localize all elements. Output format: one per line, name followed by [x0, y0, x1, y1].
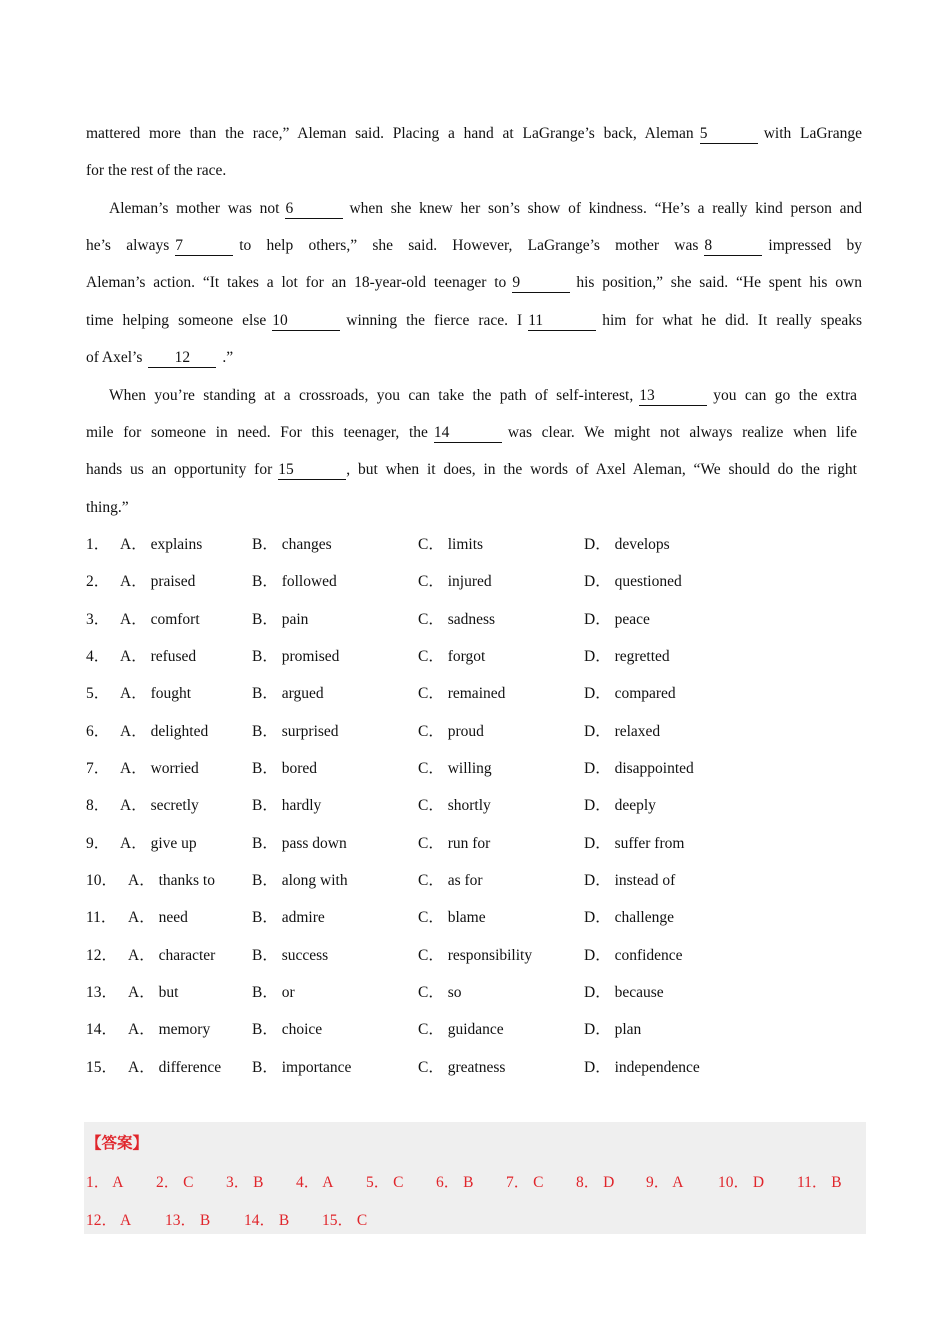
question-row — [86, 722, 866, 744]
passage-line — [86, 236, 862, 256]
option-b: B． promised — [252, 648, 340, 665]
answer-title: 【答案】 — [86, 1134, 149, 1152]
question-number: 13． — [86, 984, 118, 1001]
option-a: A． but — [128, 984, 179, 1001]
question-number: 3． — [86, 611, 110, 628]
option-d: D． peace — [584, 611, 650, 628]
passage-line — [109, 386, 857, 406]
option-b: B． choice — [252, 1021, 323, 1038]
answer-item: 8． D — [576, 1174, 615, 1191]
answer-item: 10． D — [718, 1174, 765, 1191]
option-b: B． success — [252, 947, 329, 964]
option-d: D． plan — [584, 1021, 642, 1038]
option-d: D． develops — [584, 536, 670, 553]
answer-item: 9． A — [646, 1174, 684, 1191]
passage-text: Aleman’s action. “It takes a lot for an 18-year-old teenager to — [86, 274, 507, 291]
question-row — [86, 572, 866, 594]
option-d: D． because — [584, 984, 664, 1001]
passage-line — [86, 273, 862, 293]
option-b: B． admire — [252, 909, 325, 926]
question-number: 12． — [86, 947, 118, 964]
option-d: D． independence — [584, 1059, 700, 1076]
option-d: D． confidence — [584, 947, 683, 964]
question-number: 14． — [86, 1021, 118, 1038]
passage-text: with LaGrange — [763, 125, 862, 142]
passage-line — [86, 498, 862, 518]
answer-item: 7． C — [506, 1174, 544, 1191]
passage-text: you can go the extra — [713, 387, 857, 404]
option-b: B． along with — [252, 872, 348, 889]
option-b: B． pass down — [252, 835, 347, 852]
option-d: D． relaxed — [584, 723, 661, 740]
blank-15: 15 — [278, 461, 346, 480]
option-c: C． shortly — [418, 797, 491, 814]
question-row — [86, 871, 866, 893]
option-a: A． secretly — [120, 797, 199, 814]
question-number: 5． — [86, 685, 110, 702]
blank-7: 7 — [175, 237, 233, 256]
option-c: C． blame — [418, 909, 486, 926]
blank-5: 5 — [700, 125, 758, 144]
option-a: A． delighted — [120, 723, 209, 740]
passage-text: .” — [222, 349, 234, 366]
answer-item: 13． B — [165, 1212, 211, 1229]
passage-text: hands us an opportunity for — [86, 461, 273, 478]
question-number: 1． — [86, 536, 110, 553]
option-a: A． character — [128, 947, 216, 964]
option-b: B． changes — [252, 536, 332, 553]
option-c: C． proud — [418, 723, 484, 740]
question-row — [86, 834, 866, 856]
passage-text: mile for someone in need. For this teenager, the — [86, 424, 428, 441]
answer-item: 3． B — [226, 1174, 264, 1191]
question-row — [86, 1020, 866, 1042]
question-row — [86, 908, 866, 930]
question-number: 2． — [86, 573, 110, 590]
passage-text: to help others,” she said. However, LaGrange’s mother was — [239, 237, 699, 254]
passage-text: impressed by — [768, 237, 862, 254]
option-c: C． guidance — [418, 1021, 504, 1038]
passage-text: Aleman’s mother was not — [109, 200, 280, 217]
question-number: 7． — [86, 760, 110, 777]
option-d: D． disappointed — [584, 760, 694, 777]
passage-text: thing.” — [86, 499, 129, 516]
blank-13: 13 — [639, 387, 707, 406]
question-number: 8． — [86, 797, 110, 814]
question-number: 10． — [86, 872, 118, 889]
blank-11: 11 — [528, 312, 596, 331]
answer-item: 5． C — [366, 1174, 404, 1191]
passage-text: was clear. We might not always realize when life — [507, 424, 857, 441]
option-c: C． sadness — [418, 611, 496, 628]
passage-text: winning the fierce race. I — [346, 312, 523, 329]
passage-text: for the rest of the race. — [86, 162, 227, 179]
option-a: A． comfort — [120, 611, 200, 628]
question-number: 4． — [86, 648, 110, 665]
question-row — [86, 1058, 866, 1080]
passage-line — [109, 199, 862, 219]
option-b: B． followed — [252, 573, 337, 590]
option-d: D． instead of — [584, 872, 676, 889]
option-b: B． bored — [252, 760, 318, 777]
option-c: C． forgot — [418, 648, 486, 665]
option-b: B． argued — [252, 685, 324, 702]
answer-item: 6． B — [436, 1174, 474, 1191]
question-row — [86, 759, 866, 781]
option-a: A． thanks to — [128, 872, 215, 889]
passage-text: When you’re standing at a crossroads, you can take the path of self-interest, — [109, 387, 634, 404]
option-d: D． deeply — [584, 797, 656, 814]
question-row — [86, 796, 866, 818]
option-d: D． regretted — [584, 648, 670, 665]
question-number: 9． — [86, 835, 110, 852]
option-b: B． importance — [252, 1059, 352, 1076]
blank-12: 12 — [148, 349, 216, 368]
option-a: A． give up — [120, 835, 197, 852]
option-b: B． surprised — [252, 723, 339, 740]
option-c: C． responsibility — [418, 947, 533, 964]
option-c: C． limits — [418, 536, 484, 553]
question-number: 6． — [86, 723, 110, 740]
passage-text: when she knew her son’s show of kindness. “He’s a really kind person and — [349, 200, 862, 217]
question-number: 11． — [86, 909, 117, 926]
passage-text: of Axel’s — [86, 349, 143, 366]
answer-item: 1． A — [86, 1174, 124, 1191]
passage-text: him for what he did. It really speaks — [602, 312, 862, 329]
passage-line — [86, 348, 862, 368]
blank-8: 8 — [704, 237, 762, 256]
option-a: A． need — [128, 909, 188, 926]
option-c: C． so — [418, 984, 462, 1001]
answer-item: 4． A — [296, 1174, 334, 1191]
passage-text: mattered more than the race,” Aleman said. Placing a hand at LaGrange’s back, Aleman — [86, 125, 694, 142]
blank-14: 14 — [434, 424, 502, 443]
question-row — [86, 647, 866, 669]
passage-line — [86, 161, 862, 181]
option-a: A． fought — [120, 685, 192, 702]
passage-text: time helping someone else — [86, 312, 267, 329]
option-b: B． pain — [252, 611, 309, 628]
answer-item: 12． A — [86, 1212, 132, 1229]
option-b: B． or — [252, 984, 295, 1001]
question-row — [86, 983, 866, 1005]
passage-line — [86, 460, 857, 480]
blank-10: 10 — [272, 312, 340, 331]
option-d: D． questioned — [584, 573, 682, 590]
passage-line — [86, 423, 857, 443]
passage-text: he’s always — [86, 237, 170, 254]
option-a: A． refused — [120, 648, 197, 665]
passage-line — [86, 311, 862, 331]
option-c: C． remained — [418, 685, 506, 702]
passage-text: his position,” she said. “He spent his own — [576, 274, 862, 291]
question-row — [86, 684, 866, 706]
question-row — [86, 610, 866, 632]
option-a: A． difference — [128, 1059, 222, 1076]
answer-item: 15． C — [322, 1212, 368, 1229]
blank-6: 6 — [285, 200, 343, 219]
question-row — [86, 946, 866, 968]
question-row — [86, 535, 866, 557]
option-c: C． run for — [418, 835, 491, 852]
answer-item: 14． B — [244, 1212, 290, 1229]
question-number: 15． — [86, 1059, 118, 1076]
option-c: C． willing — [418, 760, 492, 777]
option-a: A． explains — [120, 536, 203, 553]
option-c: C． injured — [418, 573, 492, 590]
option-b: B． hardly — [252, 797, 322, 814]
option-a: A． memory — [128, 1021, 211, 1038]
option-c: C． as for — [418, 872, 483, 889]
option-d: D． challenge — [584, 909, 674, 926]
option-a: A． praised — [120, 573, 196, 590]
answer-item: 11． B — [797, 1174, 842, 1191]
passage-line — [86, 124, 862, 144]
option-d: D． suffer from — [584, 835, 685, 852]
blank-9: 9 — [512, 274, 570, 293]
option-d: D． compared — [584, 685, 676, 702]
option-a: A． worried — [120, 760, 199, 777]
answer-item: 2． C — [156, 1174, 194, 1191]
passage-text: , but when it does, in the words of Axel Aleman, “We should do the right — [346, 461, 857, 478]
option-c: C． greatness — [418, 1059, 506, 1076]
